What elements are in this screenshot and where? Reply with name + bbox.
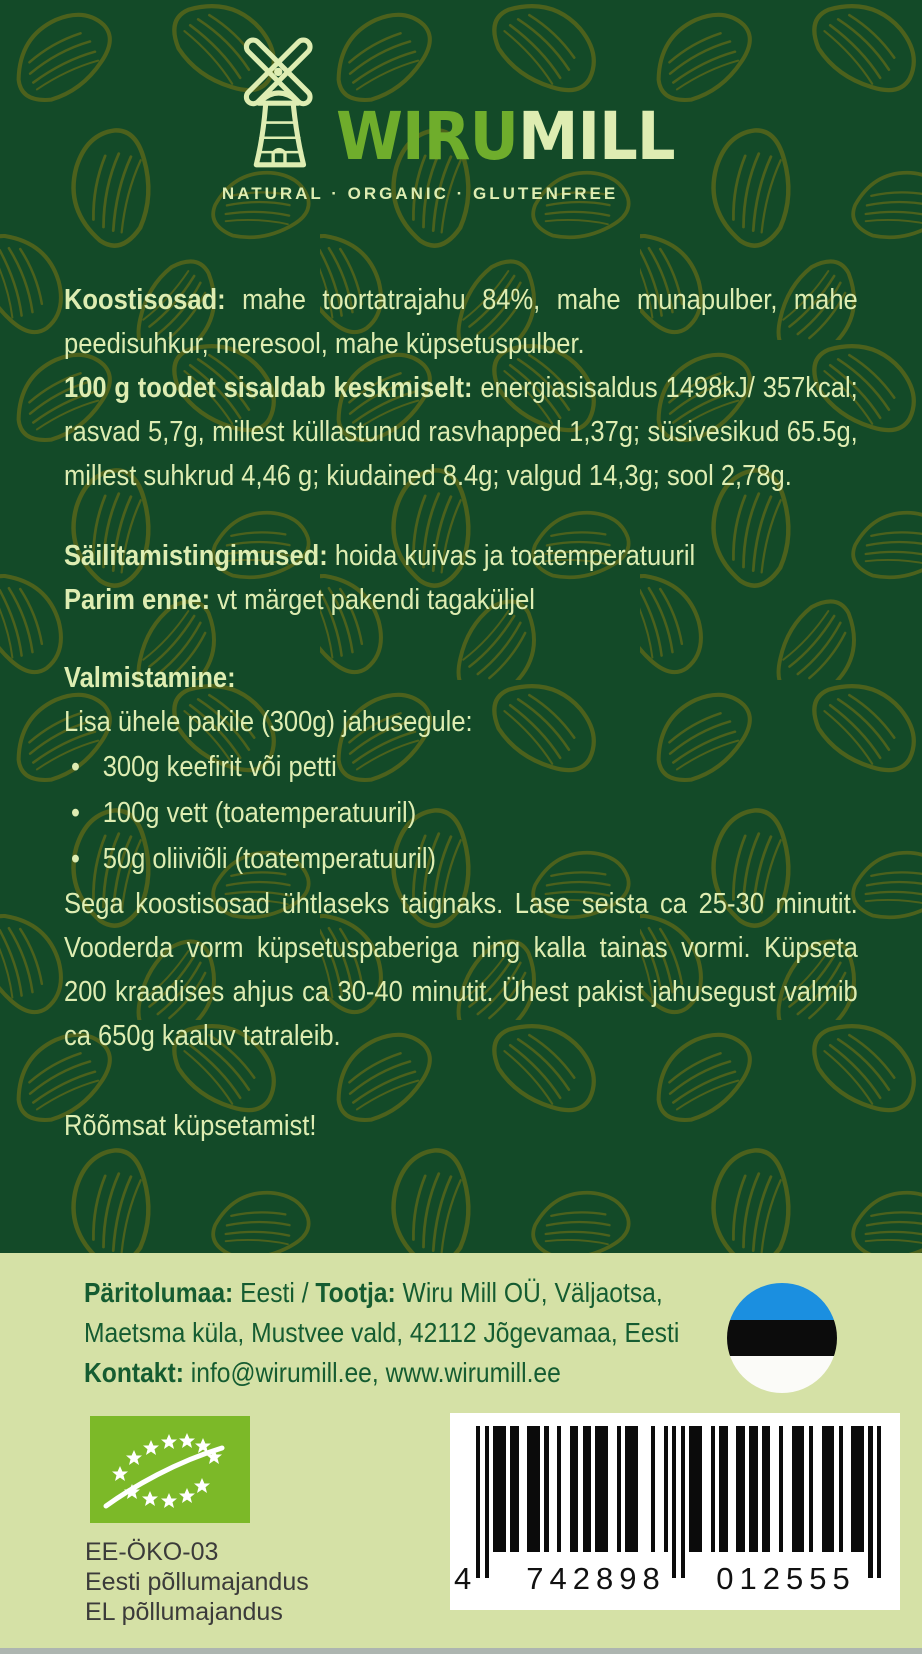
origin-label: Päritolumaa: <box>84 1277 234 1308</box>
storage-paragraph <box>64 534 858 578</box>
organic-certification-text <box>85 1537 309 1627</box>
label-footer-section <box>0 1253 922 1654</box>
best-before-text: vt märget pakendi tagaküljel <box>217 584 535 616</box>
origin-value: Eesti <box>240 1277 295 1308</box>
brand-name-secondary: MILL <box>517 98 675 175</box>
contact-label: Kontakt: <box>84 1357 184 1388</box>
storage-label: Säilitamistingimused: <box>64 540 328 572</box>
producer-info <box>84 1273 700 1393</box>
brand-name-primary: WIRU <box>335 98 518 175</box>
producer-value: Wiru Mill OÜ, Väljaotsa, Maetsma küla, Mustvee vald, 42112 Jõgevamaa, Eesti <box>84 1277 680 1348</box>
preparation-title: Valmistamine: <box>64 662 236 694</box>
list-item <box>64 744 858 790</box>
nutrition-label: 100 g toodet sisaldab keskmiselt: <box>64 372 473 404</box>
separator: / <box>301 1277 309 1308</box>
preparation-intro: Lisa ühele pakile (300g) jahusegule: <box>64 706 473 738</box>
ingredients-paragraph <box>64 278 858 366</box>
bullet-dot: • <box>71 751 80 783</box>
label-body-text <box>64 278 858 1148</box>
barcode-group2: 012555 <box>716 1561 856 1596</box>
list-item <box>64 790 858 836</box>
eu-organic-leaf-icon <box>90 1416 250 1523</box>
organic-line2: EL põllumajandus <box>85 1598 283 1626</box>
best-before-label: Parim enne: <box>64 584 211 616</box>
ingredients-text: mahe toortatrajahu 84%, mahe munapulber, mahe peedisuhkur, meresool, mahe küpsetuspulber. <box>64 284 858 360</box>
ingredients-label: Koostisosad: <box>64 284 226 316</box>
barcode-digits <box>450 1413 900 1610</box>
list-item-text: 50g oliiviõli (toatemperatuuril) <box>102 843 437 875</box>
barcode <box>450 1413 900 1610</box>
closing-message: Rõõmsat küpsetamist! <box>64 1110 317 1142</box>
preparation-instructions: Sega koostisosad ühtlaseks taignaks. Lase seista ca 25-30 minutit. Vooderda vorm küpsetuspaberiga ning kalla tainas vormi. Küpseta 200 kraadises ahjus ca 30-40 minutit. Ühest pakist jahusegust valmib ca 650g kaaluv tatraleib. <box>64 888 858 1052</box>
barcode-group1: 742898 <box>526 1561 666 1596</box>
bullet-dot: • <box>71 843 80 875</box>
windmill-icon <box>218 28 330 180</box>
brand-tagline: NATURAL · ORGANIC · GLUTENFREE <box>221 184 619 203</box>
estonia-flag-icon <box>727 1283 837 1393</box>
bullet-dot: • <box>71 797 80 829</box>
nutrition-paragraph <box>64 366 858 498</box>
nutrition-text: energiasisaldus 1498kJ/ 357kcal; rasvad 5,7g, millest küllastunud rasvhapped 1,37g; süsivesikud 65.5g, millest suhkrud 4,46 g; kiudained 8.4g; valgud 14,3g; sool 2,78g. <box>64 372 858 492</box>
contact-value: info@wirumill.ee, www.wirumill.ee <box>190 1357 561 1388</box>
organic-code: EE-ÖKO-03 <box>85 1538 219 1566</box>
list-item-text: 300g keefirit või petti <box>102 751 337 783</box>
bottom-edge-strip <box>0 1648 922 1654</box>
list-item-text: 100g vett (toatemperatuuril) <box>102 797 417 829</box>
best-before-paragraph <box>64 578 858 622</box>
brand-wordmark <box>335 98 675 175</box>
storage-text: hoida kuivas ja toatemperatuuril <box>334 540 696 572</box>
brand-logo <box>0 28 922 204</box>
organic-line1: Eesti põllumajandus <box>85 1568 309 1596</box>
producer-label: Tootja: <box>315 1277 396 1308</box>
barcode-lead-digit: 4 <box>454 1561 472 1596</box>
list-item <box>64 836 858 882</box>
